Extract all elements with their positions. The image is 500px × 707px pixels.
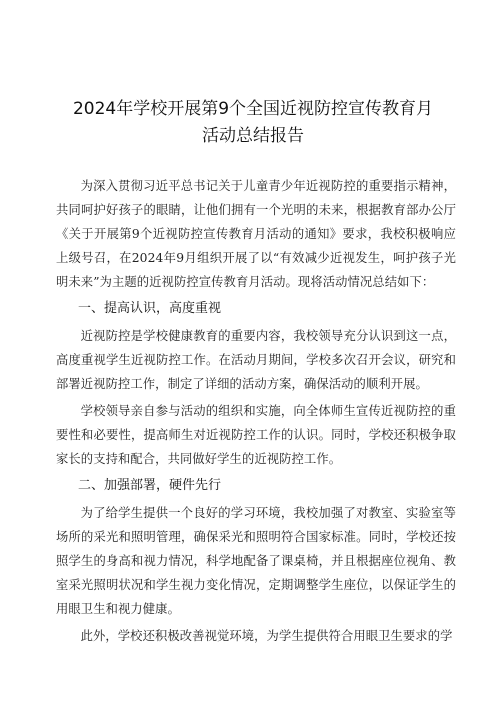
section-2-paragraph-1: 为了给学生提供一个良好的学习环境，我校加强了对教室、实验室等场所的采光和照明管理，确保采光和照明符合国家标准。同时，学校还按照学生的身高和视力情况，科学地配备了课桌椅，并且根据座位视角、教室采光照明状况和学生视力变化情况，定期调整学生座位，以保证学生的用眼卫生和视力健康。	[56, 506, 456, 616]
section-2-heading: 二、加强部署，硬件先行	[78, 478, 222, 493]
title-line-1: 2024年学校开展第9个全国近视防控宣传教育月	[72, 99, 434, 119]
section-1-paragraph-2: 学校领导亲自参与活动的组织和实施，向全体师生宣传近视防控的重要性和必要性，提高师生对近视防控工作的认识。同时，学校还积极争取家长的支持和配合，共同做好学生的近视防控工作。	[56, 404, 456, 466]
section-1-paragraph-1: 近视防控是学校健康教育的重要内容，我校领导充分认识到这一点，高度重视学生近视防控工作。在活动月期间，学校多次召开会议，研究和部署近视防控工作，制定了详细的活动方案，确保活动的顺利开展。	[56, 329, 456, 391]
intro-paragraph: 为深入贯彻习近平总书记关于儿童青少年近视防控的重要指示精神，共同呵护好孩子的眼睛，让他们拥有一个光明的未来，根据教育部办公厅《关于开展第9个近视防控宣传教育月活动的通知》要求，我校积极响应上级号召，在2024年9月组织开展了以“有效减少近视发生，呵护孩子光明未来”为主题的近视防控宣传教育月活动。现将活动情况总结如下：	[56, 179, 456, 289]
section-1-heading: 一、提高认识，高度重视	[78, 301, 222, 316]
document-title	[50, 96, 456, 150]
title-line-2: 活动总结报告	[202, 126, 304, 146]
section-2-paragraph-2: 此外，学校还积极改善视觉环境，为学生提供符合用眼卫生要求的学	[80, 629, 453, 643]
